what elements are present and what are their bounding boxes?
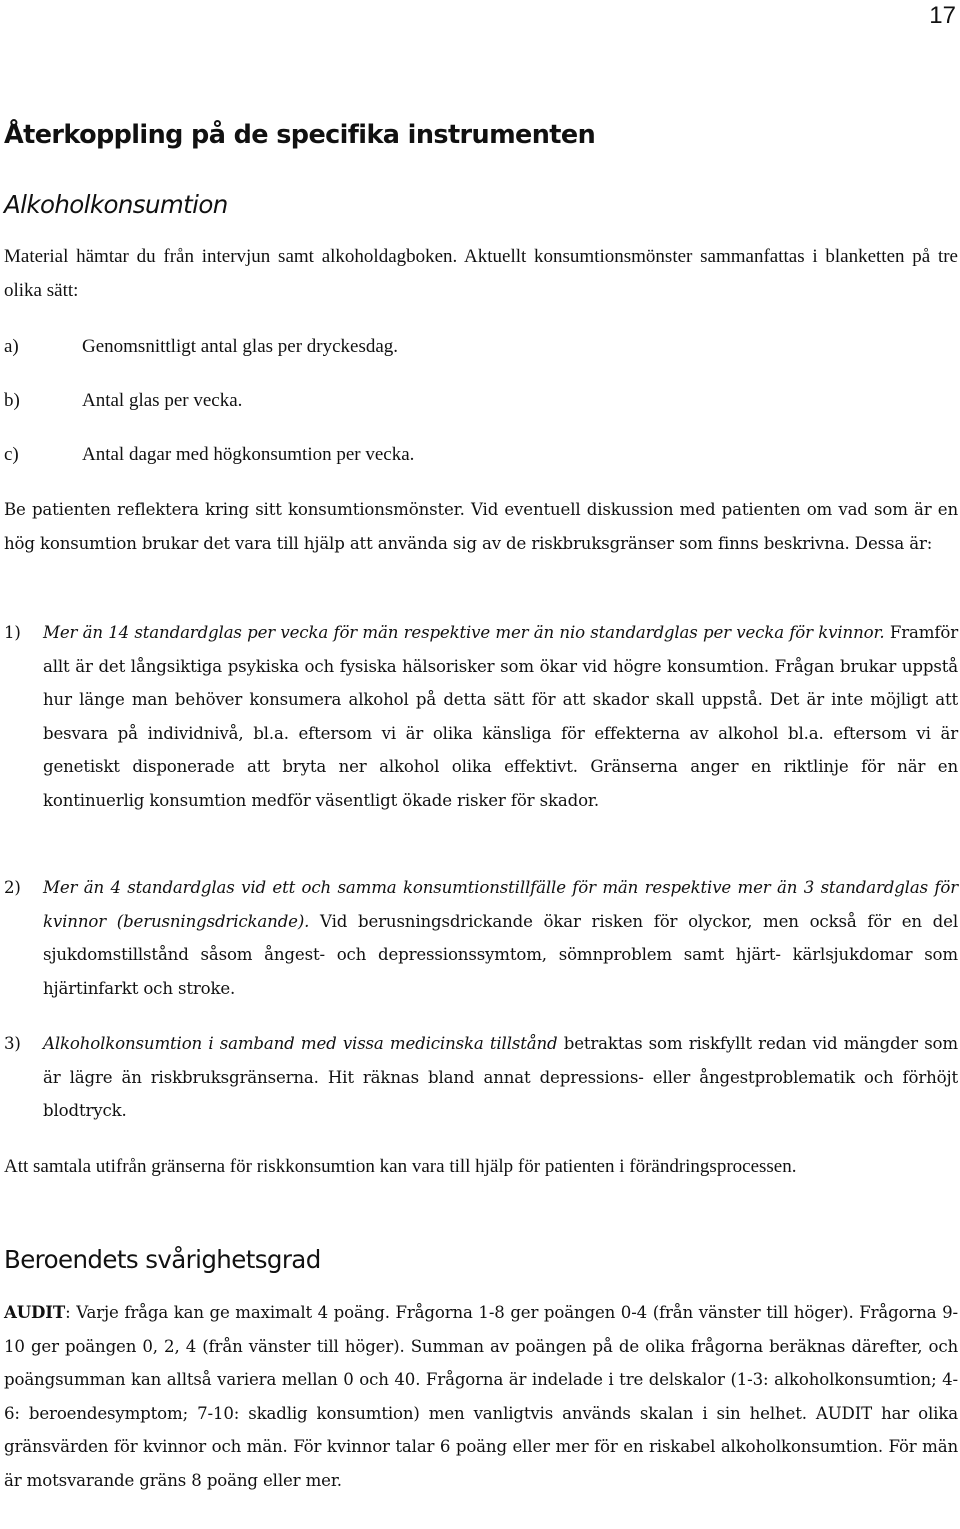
dependence-subheading: Beroendets svårighetsgrad — [4, 1245, 321, 1274]
limit-body — [43, 1027, 958, 1128]
intro-paragraph: Material hämtar du från intervjun samt alkoholdagboken. Aktuellt konsumtionsmönster sammanfattas i blanketten på tre olika sätt: — [4, 246, 958, 301]
limit-marker: 3) — [4, 1034, 21, 1053]
list-marker: b) — [4, 390, 20, 411]
limit-marker: 1) — [4, 623, 21, 642]
page-number: 17 — [929, 2, 956, 29]
list-marker: c) — [4, 444, 19, 465]
list-text: Antal glas per vecka. — [82, 390, 243, 411]
limit-lead: Mer än 4 standardglas vid ett och samma konsumtionstillfälle för män respektive mer än 3 standardglas för kvinnor (berusningsdrickande). — [43, 878, 958, 931]
limit-item — [4, 871, 958, 1005]
limit-body — [43, 871, 958, 1005]
closing-paragraph: Att samtala utifrån gränserna för riskkonsumtion kan vara till hjälp för patienten i förändringsprocessen. — [4, 1156, 797, 1177]
list-text: Genomsnittligt antal glas per dryckesdag. — [82, 336, 399, 357]
limit-rest: Framför allt är det långsiktiga psykiska och fysiska hälsorisker som ökar vid högre konsumtion. Frågan brukar uppstå hur länge man behöver konsumera alkohol på detta sätt för att skador skall uppstå. Det är inte möjligt att besvara på individnivå, bl.a. eftersom vi är olika känsliga för effekterna av alkohol bl.a. eftersom vi är genetiskt disponerade att bryta ner alkohol olika effektivt. Gränserna anger en riktlinje för när en kontinuerlig konsumtion medför väsentligt ökade risker för skador. — [43, 623, 958, 810]
limit-rest: Vid berusningsdrickande ökar risken för olyckor, men också för en del sjukdomstillstånd såsom ångest- och depressionssymtom, sömnproblem samt hjärt- kärlsjukdomar som hjärtinfarkt och stroke. — [43, 911, 958, 998]
audit-text: : Varje fråga kan ge maximalt 4 poäng. Frågorna 1-8 ger poängen 0-4 (från vänster till höger). Frågorna 9-10 ger poängen 0, 2, 4 (från vänster till höger). Summan av poängen på de olika frågorna beräknas därefter, och poängsumman kan alltså variera mellan 0 och 40. Frågorna är indelade i tre delskalor (1-3: alkoholkonsumtion; 4-6: beroendesymptom; 7-10: skadlig konsumtion) men vanligtvis används skalan i sin helhet. AUDIT har olika gränsvärden för kvinnor och män. För kvinnor talar 6 poäng eller mer för en riskabel alkoholkonsumtion. För män är motsvarande gräns 8 poäng eller mer. — [4, 1303, 958, 1490]
list-marker: a) — [4, 336, 19, 357]
limit-item — [4, 616, 958, 817]
limit-marker: 2) — [4, 878, 21, 897]
audit-label: AUDIT — [4, 1302, 66, 1322]
limit-body — [43, 616, 958, 817]
limit-rest: betraktas som riskfyllt redan vid mängder som är lägre än riskbruksgränserna. Hit räknas bland annat depressions- eller ångestproblematik och förhöjt blodtryck. — [43, 1034, 958, 1120]
alcohol-subheading: Alkoholkonsumtion — [4, 190, 228, 219]
limit-lead: Mer än 14 standardglas per vecka för män respektive mer än nio standardglas per vecka för kvinnor. — [43, 623, 885, 642]
audit-paragraph — [4, 1296, 958, 1497]
reflect-paragraph: Be patienten reflektera kring sitt konsumtionsmönster. Vid eventuell diskussion med patienten om vad som är en hög konsumtion brukar det vara till hjälp att använda sig av de riskbruksgränser som finns beskrivna. Dessa är: — [4, 500, 958, 553]
limit-lead: Alkoholkonsumtion i samband med vissa medicinska tillstånd — [43, 1034, 558, 1053]
section-heading: Återkoppling på de specifika instrumenten — [4, 120, 596, 150]
limit-item — [4, 1027, 958, 1128]
list-text: Antal dagar med högkonsumtion per vecka. — [82, 444, 415, 465]
